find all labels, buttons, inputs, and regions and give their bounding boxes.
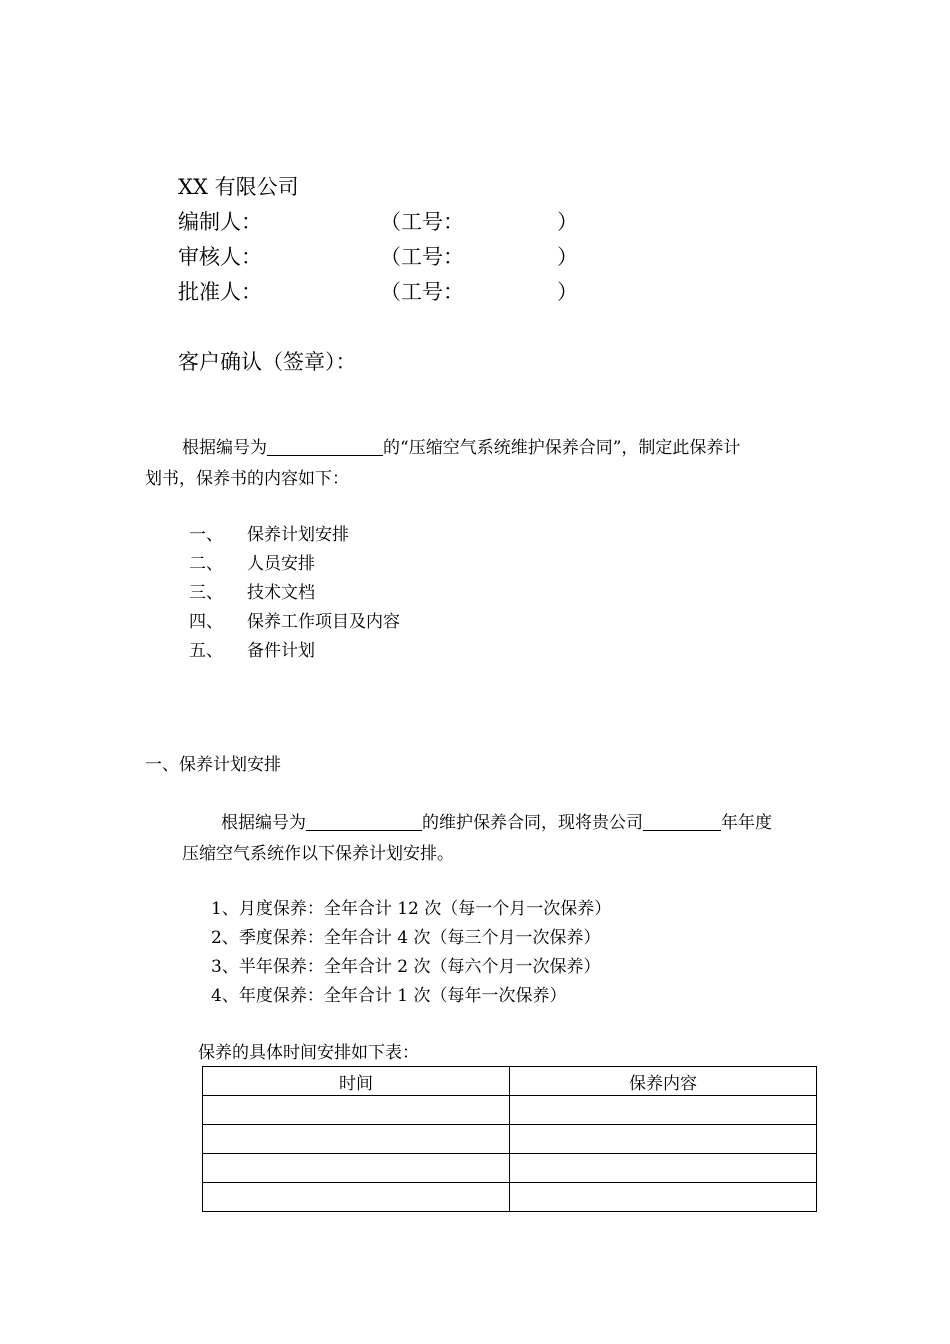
contract-number-blank-2[interactable]: [306, 812, 422, 831]
table-row: [203, 1096, 817, 1125]
table-row: [203, 1125, 817, 1154]
table-cell[interactable]: [510, 1183, 817, 1212]
signoff-id-open-compiler: （工号：: [380, 210, 464, 234]
toc-title: 备件计划: [247, 641, 315, 661]
customer-confirm-label: 客户确认（签章）：: [178, 350, 357, 374]
list-item: 3、半年保养：全年合计 2 次（每六个月一次保养）: [211, 957, 601, 977]
column-header-time: 时间: [203, 1067, 510, 1096]
table-cell[interactable]: [203, 1183, 510, 1212]
year-blank[interactable]: [643, 812, 721, 831]
signoff-role-approver: 批准人：: [178, 280, 262, 304]
signoff-role-reviewer: 审核人：: [178, 245, 262, 269]
table-row: [203, 1154, 817, 1183]
column-header-content: 保养内容: [510, 1067, 817, 1096]
para-prefix: 根据编号为: [221, 813, 306, 833]
table-cell[interactable]: [510, 1096, 817, 1125]
signoff-role-compiler: 编制人：: [178, 210, 262, 234]
intro-line-1: [182, 437, 740, 459]
para-suffix: 年年度: [721, 813, 772, 833]
signoff-id-open-approver: （工号：: [380, 280, 464, 304]
table-caption: 保养的具体时间安排如下表：: [198, 1043, 419, 1063]
intro-suffix: 的“压缩空气系统维护保养合同”，制定此保养计: [383, 438, 741, 458]
table-cell[interactable]: [510, 1154, 817, 1183]
toc-title: 保养工作项目及内容: [247, 612, 400, 632]
schedule-table: [202, 1066, 817, 1212]
intro-prefix: 根据编号为: [182, 438, 267, 458]
intro-line-2: 划书，保养书的内容如下：: [145, 469, 349, 489]
signoff-id-open-reviewer: （工号：: [380, 245, 464, 269]
signoff-id-close-approver: ）: [557, 280, 578, 304]
signoff-id-close-compiler: ）: [557, 210, 578, 234]
section-1-heading: 一、保养计划安排: [145, 755, 281, 775]
toc-title: 技术文档: [247, 583, 315, 603]
company-name: XX 有限公司: [178, 175, 299, 199]
table-cell[interactable]: [510, 1125, 817, 1154]
toc-title: 保养计划安排: [247, 525, 349, 545]
contract-number-blank[interactable]: [267, 437, 383, 456]
toc-num: 二、: [189, 554, 223, 574]
section-1-para-line-1: [221, 812, 772, 834]
table-header-row: [203, 1067, 817, 1096]
table-row: [203, 1183, 817, 1212]
table-cell[interactable]: [203, 1125, 510, 1154]
toc-title: 人员安排: [247, 554, 315, 574]
table-cell[interactable]: [203, 1154, 510, 1183]
table-cell[interactable]: [203, 1096, 510, 1125]
toc-num: 三、: [189, 583, 223, 603]
section-1-para-line-2: 压缩空气系统作以下保养计划安排。: [182, 844, 454, 864]
toc-num: 五、: [189, 641, 223, 661]
list-item: 2、季度保养：全年合计 4 次（每三个月一次保养）: [211, 928, 601, 948]
para-mid: 的维护保养合同，现将贵公司: [422, 813, 643, 833]
toc-num: 四、: [189, 612, 223, 632]
toc-num: 一、: [189, 525, 223, 545]
list-item: 1、月度保养：全年合计 12 次（每一个月一次保养）: [211, 899, 612, 919]
signoff-id-close-reviewer: ）: [557, 245, 578, 269]
list-item: 4、年度保养：全年合计 1 次（每年一次保养）: [211, 986, 567, 1006]
